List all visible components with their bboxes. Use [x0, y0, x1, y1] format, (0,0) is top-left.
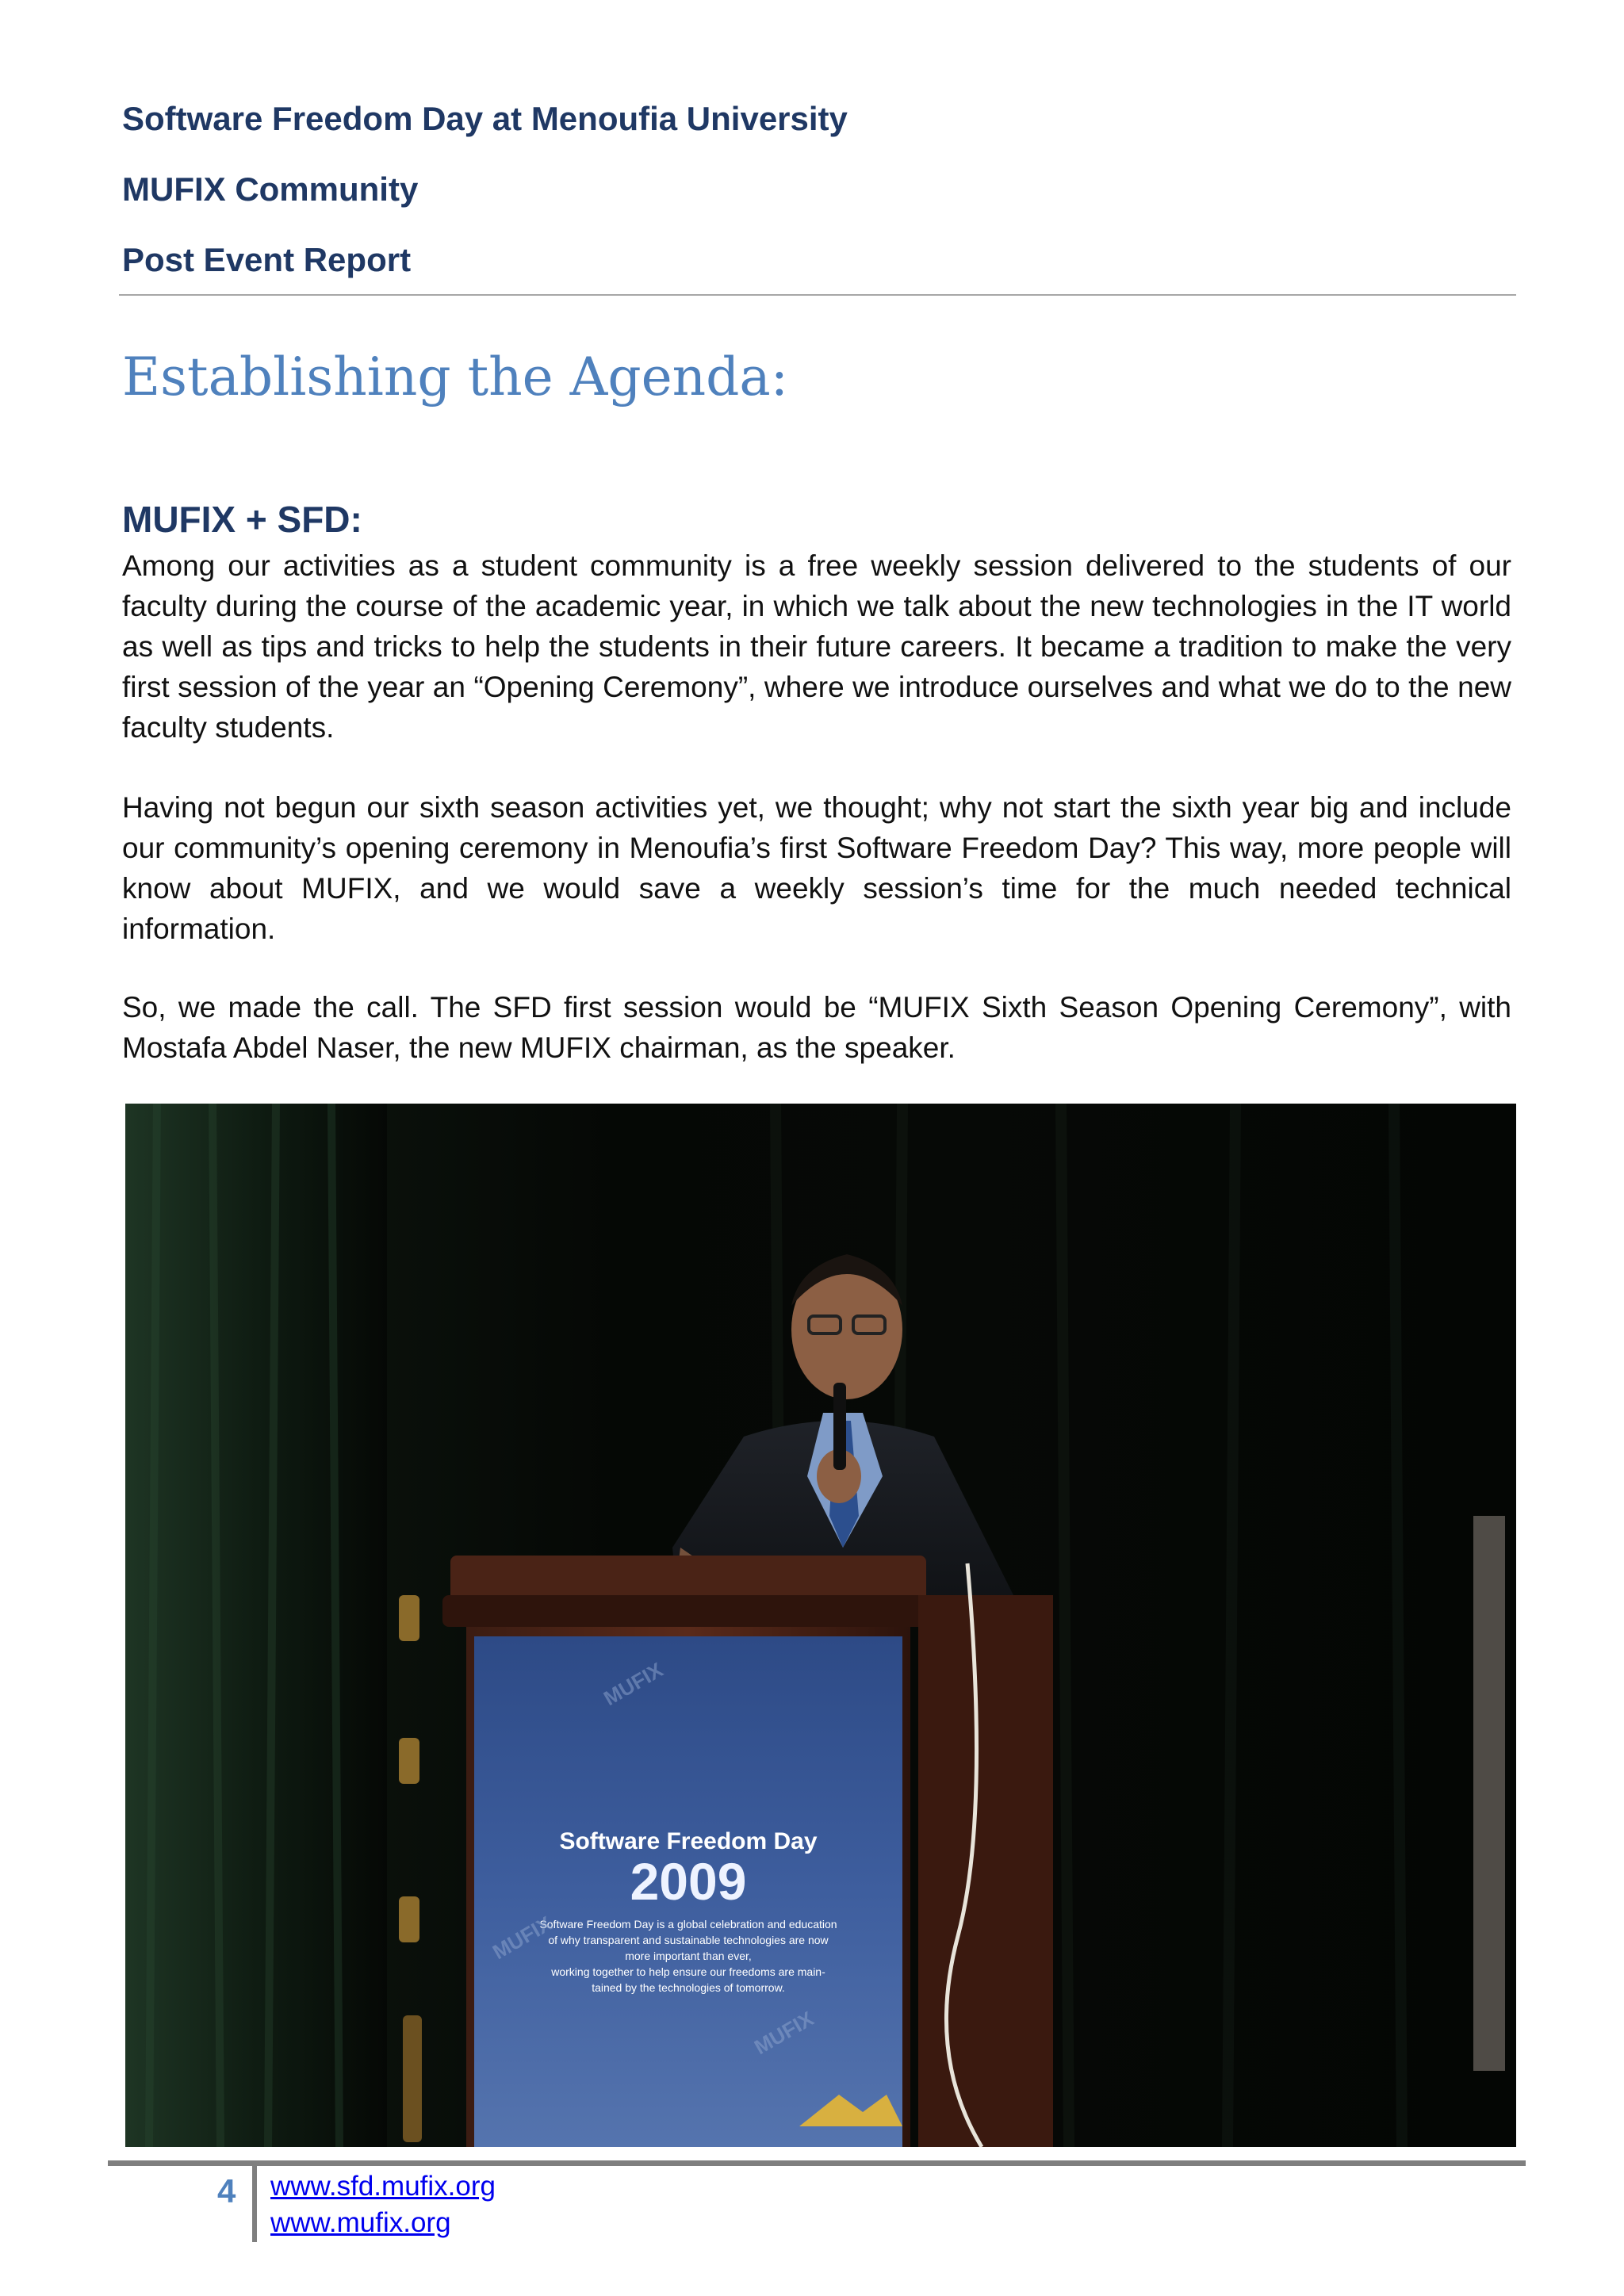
banner-watermark-3: MUFIX [750, 2006, 818, 2060]
header-line-report: Post Event Report [122, 241, 412, 278]
sfd-banner [474, 1636, 902, 2147]
banner-watermark-2: MUFIX [488, 1911, 557, 1965]
speaker-photo [125, 1104, 1516, 2147]
banner-year: 2009 [630, 1852, 747, 1911]
banner-watermark-1: MUFIX [599, 1657, 668, 1711]
side-stand [1473, 1516, 1505, 2071]
paragraph-sixth-season: Having not begun our sixth season activities yet, we thought; why not start the sixth year big and include our community’s opening ceremony in Menoufia’s first Software Freedom Day? This way, more people will know about MUFIX, and we would save a weekly session’s time for the much needed technical information. [122, 791, 1511, 945]
footer-divider [108, 2160, 1526, 2166]
header-divider [119, 294, 1516, 296]
header-line-community: MUFIX Community [122, 170, 419, 208]
footer-vertical-divider [252, 2166, 257, 2242]
curtain-tassels [399, 1595, 422, 2142]
banner-text-5: tained by the technologies of tomorrow. [592, 1981, 785, 1994]
paragraph-the-call: So, we made the call. The SFD first session would be “MUFIX Sixth Season Opening Ceremony”, with Mostafa Abdel Naser, the new MUFIX chairman, as the speaker. [122, 991, 1511, 1064]
paragraph-activities: Among our activities as a student community is a free weekly session delivered to the students of our faculty during the course of the academic year, in which we talk about the new technologies in the IT world as well as tips and tricks to help the students in their future careers. It became a tradition to make the very first session of the year an “Opening Ceremony”, where we introduce ourselves and what we do to the new faculty students. [122, 549, 1511, 744]
page-number: 4 [217, 2172, 236, 2210]
banner-text-2: of why transparent and sustainable technologies are now [548, 1934, 829, 1946]
curtain-left [125, 1104, 387, 2147]
banner-text-1: Software Freedom Day is a global celebration and education [539, 1918, 837, 1931]
footer-link-mufix[interactable]: www.mufix.org [270, 2207, 451, 2238]
banner-text-3: more important than ever, [625, 1950, 752, 1962]
footer-link-sfd[interactable]: www.sfd.mufix.org [270, 2171, 496, 2202]
banner-title: Software Freedom Day [559, 1828, 818, 1854]
section-title: Establishing the Agenda: [122, 346, 788, 408]
subheading: MUFIX + SFD: [122, 499, 362, 540]
header-line-event: Software Freedom Day at Menoufia University [122, 100, 848, 137]
banner-text-4: working together to help ensure our freedoms are main- [551, 1965, 825, 1978]
